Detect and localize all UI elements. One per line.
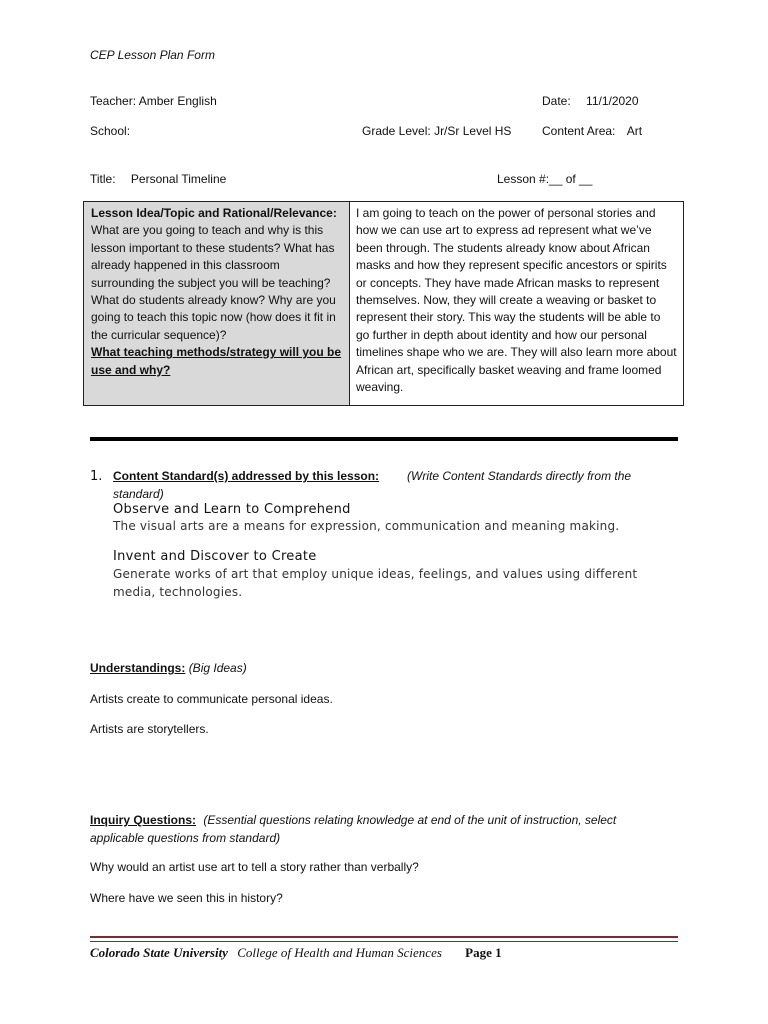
title-line — [90, 172, 226, 186]
understandings-label: Understandings: — [90, 661, 186, 675]
inquiry-line — [90, 813, 616, 827]
grade-label: Grade Level: — [362, 124, 431, 138]
footer-rule — [90, 936, 678, 938]
teacher-line — [90, 94, 217, 108]
lesson-number: Lesson #:__ of __ — [497, 172, 593, 186]
grade-value: Jr/Sr Level HS — [434, 124, 512, 138]
content-area-line — [542, 124, 642, 138]
form-title: CEP Lesson Plan Form — [90, 48, 215, 62]
grade-line — [362, 124, 511, 138]
inquiry-item: Why would an artist use art to tell a story rather than verbally? — [90, 860, 419, 874]
lesson-idea-table — [83, 201, 684, 406]
content-area-value: Art — [626, 124, 643, 138]
understandings-line — [90, 661, 247, 675]
standard-description-cont: media, technologies. — [113, 585, 243, 599]
inquiry-note-cont: applicable questions from standard) — [90, 831, 281, 845]
content-standards-instruction: (Write Content Standards directly from the — [407, 469, 632, 483]
teaching-methods-prompt: What teaching methods/strategy will you be use and why? — [91, 345, 342, 377]
teacher-name: Amber English — [138, 94, 217, 108]
standard-title: Observe and Learn to Comprehend — [113, 502, 351, 517]
inquiry-note: (Essential questions relating knowledge at end of the unit of instruction, select — [203, 813, 617, 827]
lesson-idea-heading: Lesson Idea/Topic and Rational/Relevance: — [91, 206, 337, 220]
footer-college: College of Health and Human Sciences — [237, 945, 442, 960]
date-line — [542, 94, 639, 108]
date-value: 11/1/2020 — [586, 94, 639, 108]
title-value: Personal Timeline — [130, 172, 227, 186]
understanding-item: Artists create to communicate personal ideas. — [90, 692, 333, 706]
understanding-item: Artists are storytellers. — [90, 722, 209, 736]
title-label: Title: — [90, 172, 116, 186]
footer-rule-thin — [90, 941, 678, 942]
standard-description: The visual arts are a means for expression, communication and meaning making. — [113, 519, 620, 533]
teacher-label: Teacher: — [90, 94, 137, 108]
page-number: Page 1 — [465, 945, 502, 960]
standard-description: Generate works of art that employ unique ideas, feelings, and values using different — [113, 567, 638, 581]
lesson-idea-response: I am going to teach on the power of personal stories and how we can use art to express ad represent what we’ve been through. The students already know about African masks and how they represent specific ancestors or spirits or concepts. They have made African masks to represent themselves. Now, they will create a weaving or basket to represent their story. This way the students will be able to go further in depth about identity and how our personal timelines shape who we are. They will also learn more about African art, specifically basket weaving and frame loomed weaving. — [356, 206, 677, 395]
understandings-note: (Big Ideas) — [188, 661, 247, 675]
inquiry-item: Where have we seen this in history? — [90, 891, 283, 905]
footer-university: Colorado State University — [90, 945, 228, 960]
section-divider — [90, 437, 678, 441]
content-area-label: Content Area: — [542, 124, 616, 138]
footer — [90, 945, 502, 961]
inquiry-label: Inquiry Questions: — [90, 813, 197, 827]
lesson-idea-prompt: What are you going to teach and why is this lesson important to these students? What has already happened in this classroom surrounding the subject you will be teaching? What do students already know? Why are you going to teach this topic now (how does it fit in the curricular sequence)? — [91, 223, 336, 342]
lesson-idea-response-cell — [350, 202, 683, 405]
lesson-idea-prompt-cell — [84, 202, 350, 405]
content-standards-instruction-cont: standard) — [113, 487, 164, 501]
standard-title: Invent and Discover to Create — [113, 549, 317, 564]
section-number: 1. — [90, 469, 103, 484]
school-label: School: — [90, 124, 131, 138]
date-label: Date: — [542, 94, 571, 108]
content-standards-label: Content Standard(s) addressed by this lesson: — [113, 469, 380, 483]
